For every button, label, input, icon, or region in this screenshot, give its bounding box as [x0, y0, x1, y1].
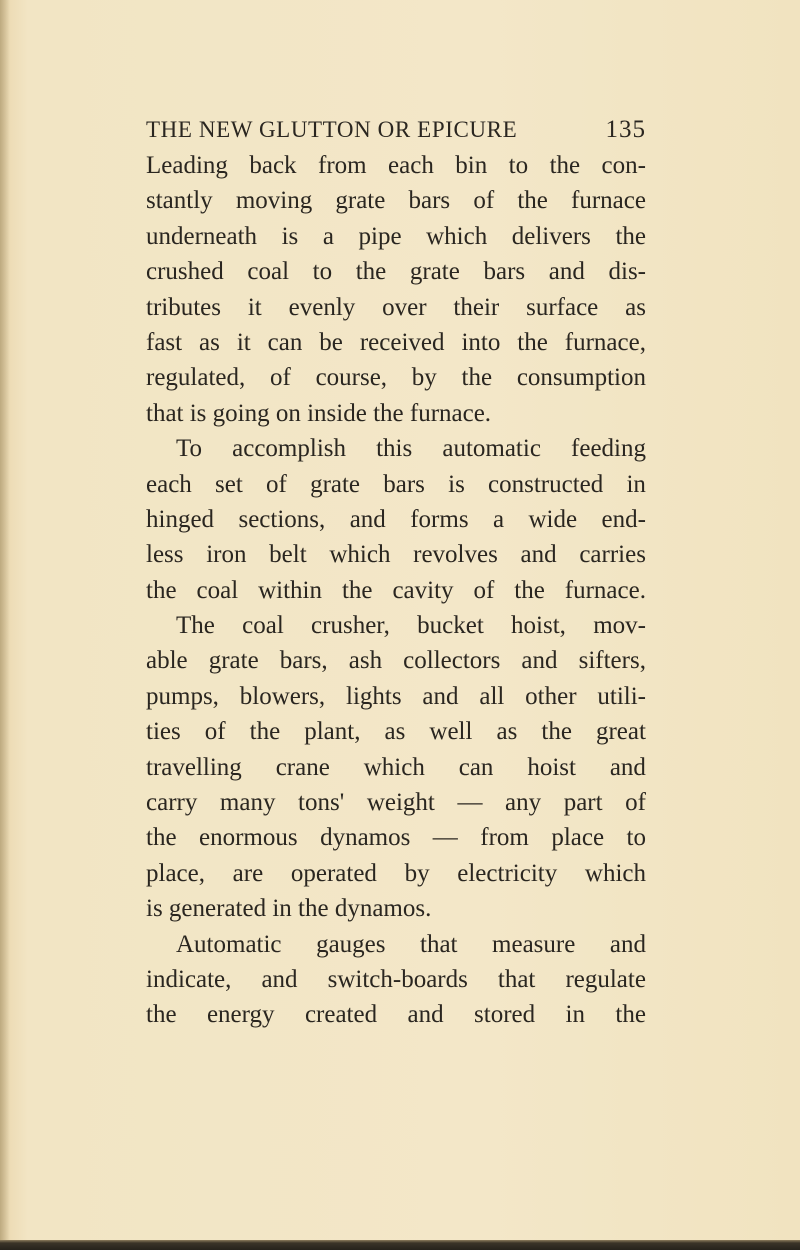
word: of	[625, 789, 646, 817]
word: energy	[206, 1001, 275, 1029]
word: indicate,	[146, 965, 232, 993]
word: from	[480, 824, 529, 852]
word: the	[517, 187, 548, 215]
word: created	[304, 1001, 378, 1029]
word: their	[453, 293, 500, 321]
word: electricity	[457, 859, 558, 887]
text-line	[146, 785, 646, 820]
body-text	[146, 148, 646, 1033]
word: to	[626, 824, 646, 852]
text-line	[146, 325, 646, 360]
word: gauges	[316, 930, 386, 958]
word: a	[492, 505, 505, 533]
word: and	[521, 647, 558, 675]
word: grate	[409, 258, 460, 286]
word: the	[541, 718, 572, 746]
word: as	[384, 718, 406, 746]
word: can	[458, 753, 494, 781]
word: ash	[348, 647, 383, 675]
word: weight	[366, 789, 435, 817]
word: the	[615, 1001, 646, 1029]
word: furnace.	[564, 576, 646, 604]
word: feeding	[571, 435, 646, 463]
word: the	[146, 1001, 177, 1029]
word: into	[461, 328, 501, 356]
word: furnace	[571, 187, 646, 215]
word: coal	[242, 612, 284, 640]
word: stored	[474, 1001, 536, 1029]
word: and	[407, 1001, 444, 1029]
word: from	[318, 152, 367, 179]
word: the	[514, 576, 545, 604]
word: consumption	[516, 364, 646, 392]
word: it	[247, 293, 262, 321]
word: bars,	[279, 647, 328, 675]
word: carry	[146, 789, 198, 817]
text-line	[146, 290, 646, 325]
text-line	[146, 254, 646, 289]
word: and	[609, 930, 646, 958]
word: the	[615, 222, 646, 250]
word: the	[249, 718, 281, 746]
word: over	[382, 293, 427, 321]
word: constructed	[488, 470, 604, 498]
word: measure	[492, 930, 576, 958]
word: and	[609, 753, 646, 781]
word: ties	[146, 718, 181, 746]
word: delivers	[511, 222, 591, 250]
word: carries	[579, 541, 646, 569]
text-line	[146, 679, 646, 714]
word: which	[363, 753, 425, 781]
spine-shadow	[0, 0, 10, 1250]
word: place	[551, 824, 605, 852]
word: it	[236, 328, 251, 356]
word: tons'	[298, 789, 345, 817]
word: to	[312, 258, 333, 286]
word: hoist	[527, 753, 576, 781]
word: crane	[275, 753, 330, 781]
word: and	[548, 258, 585, 286]
word: each	[146, 470, 192, 498]
word: operated	[290, 859, 377, 887]
text-line	[146, 502, 646, 537]
text-line	[146, 856, 646, 891]
word: is	[448, 470, 465, 498]
word: bars	[483, 258, 526, 286]
word: utili-	[597, 682, 646, 710]
word: place,	[146, 859, 205, 887]
word: and	[349, 505, 386, 533]
word: dis-	[608, 258, 646, 286]
word: furnace,	[564, 328, 646, 356]
word: surface	[526, 293, 599, 321]
word: by	[411, 364, 437, 392]
word: of	[473, 576, 495, 604]
word: as	[625, 293, 646, 321]
word: all	[479, 682, 505, 710]
text-line	[146, 927, 646, 962]
word: sifters,	[578, 647, 646, 675]
word: of	[204, 718, 226, 746]
word: bin	[455, 152, 488, 179]
word: well	[429, 718, 473, 746]
text-line	[146, 148, 646, 183]
word: grate	[335, 187, 386, 215]
word: of	[266, 470, 287, 498]
text-line	[146, 360, 646, 395]
word: grate	[310, 470, 361, 498]
text-line	[146, 750, 646, 785]
word: bars	[383, 470, 425, 498]
word: The	[176, 612, 215, 640]
word: the	[146, 576, 177, 604]
word: the	[461, 364, 493, 392]
word: forms	[410, 505, 469, 533]
text-line	[146, 537, 646, 572]
word: any	[505, 789, 542, 817]
word: end-	[601, 505, 646, 533]
word: of	[473, 187, 495, 215]
word: lights	[346, 682, 402, 710]
word: received	[359, 328, 445, 356]
word: Automatic	[176, 930, 282, 958]
word: con-	[601, 152, 646, 179]
text-line	[146, 820, 646, 855]
word: blowers,	[239, 682, 326, 710]
word: that	[420, 930, 458, 958]
word: as	[496, 718, 518, 746]
word: less	[146, 541, 184, 569]
word: as	[199, 328, 220, 356]
word: crushed	[146, 258, 224, 286]
word: and	[261, 965, 298, 993]
word: collectors	[403, 647, 501, 675]
word: stantly	[146, 187, 213, 215]
word: is	[281, 222, 299, 250]
word: this	[376, 435, 413, 463]
word: revolves	[413, 541, 498, 569]
word: within	[258, 576, 322, 604]
text-line: that is going on inside the furnace.	[146, 399, 492, 427]
word: a	[322, 222, 334, 250]
word: other	[525, 682, 577, 710]
text-line	[146, 714, 646, 749]
word: bucket	[417, 612, 484, 640]
word: the	[517, 328, 548, 356]
word: that	[497, 965, 536, 993]
word: Leading	[146, 152, 228, 179]
word: which	[584, 859, 646, 887]
word: the	[549, 152, 581, 179]
word: be	[319, 328, 343, 356]
text-line	[146, 183, 646, 218]
word: regulate	[565, 965, 646, 993]
word: many	[219, 789, 276, 817]
word: To	[176, 435, 203, 463]
word: moving	[235, 187, 313, 215]
word: of	[270, 364, 291, 392]
word: can	[267, 328, 303, 356]
word: course,	[315, 364, 388, 392]
text-line	[146, 643, 646, 678]
text-line	[146, 431, 646, 466]
text-line	[146, 573, 646, 608]
word: pipe	[358, 222, 402, 250]
word: are	[232, 859, 264, 887]
word: bars	[408, 187, 451, 215]
word: and	[520, 541, 557, 569]
word: regulated,	[146, 364, 246, 392]
word: dynamos	[320, 824, 411, 852]
word: fast	[146, 328, 183, 356]
word: able	[146, 647, 188, 675]
word: great	[595, 718, 646, 746]
word: crusher,	[311, 612, 390, 640]
word: plant,	[304, 718, 361, 746]
word: and	[422, 682, 459, 710]
word: by	[404, 859, 430, 887]
word: —	[457, 789, 483, 817]
word: enormous	[199, 824, 298, 852]
word: the	[341, 576, 373, 604]
word: underneath	[146, 222, 258, 250]
word: each	[388, 152, 434, 179]
running-title: THE NEW GLUTTON OR EPICURE	[146, 117, 518, 142]
text-line	[146, 962, 646, 997]
word: the	[146, 824, 177, 852]
word: back	[249, 152, 297, 179]
word: to	[508, 152, 529, 179]
text-line	[146, 608, 646, 643]
word: in	[565, 1001, 585, 1029]
word: coal	[196, 576, 239, 604]
word: grate	[208, 647, 259, 675]
word: belt	[269, 541, 307, 569]
word: in	[626, 470, 646, 498]
word: pumps,	[146, 682, 219, 710]
text-line: is generated in the dynamos.	[146, 895, 432, 923]
text-line	[146, 219, 646, 254]
text-line	[146, 997, 646, 1032]
word: accomplish	[232, 435, 346, 463]
word: hoist,	[511, 612, 566, 640]
word: sections,	[238, 505, 326, 533]
page-bottom-edge	[0, 1240, 800, 1250]
word: automatic	[442, 435, 541, 463]
word: part	[563, 789, 603, 817]
word: wide	[528, 505, 578, 533]
word: evenly	[288, 293, 356, 321]
word: set	[215, 470, 243, 498]
word: tributes	[146, 293, 221, 321]
word: mov-	[593, 612, 646, 640]
word: cavity	[392, 576, 454, 604]
word: switch-boards	[327, 965, 468, 993]
word: the	[355, 258, 387, 286]
word: iron	[206, 541, 247, 569]
running-head	[146, 116, 646, 146]
word: hinged	[146, 505, 215, 533]
page-number: 135	[605, 116, 646, 143]
word: coal	[247, 258, 290, 286]
word: which	[329, 541, 391, 569]
word: travelling	[146, 753, 242, 781]
word: —	[432, 824, 458, 852]
text-line	[146, 467, 646, 502]
word: which	[426, 222, 488, 250]
